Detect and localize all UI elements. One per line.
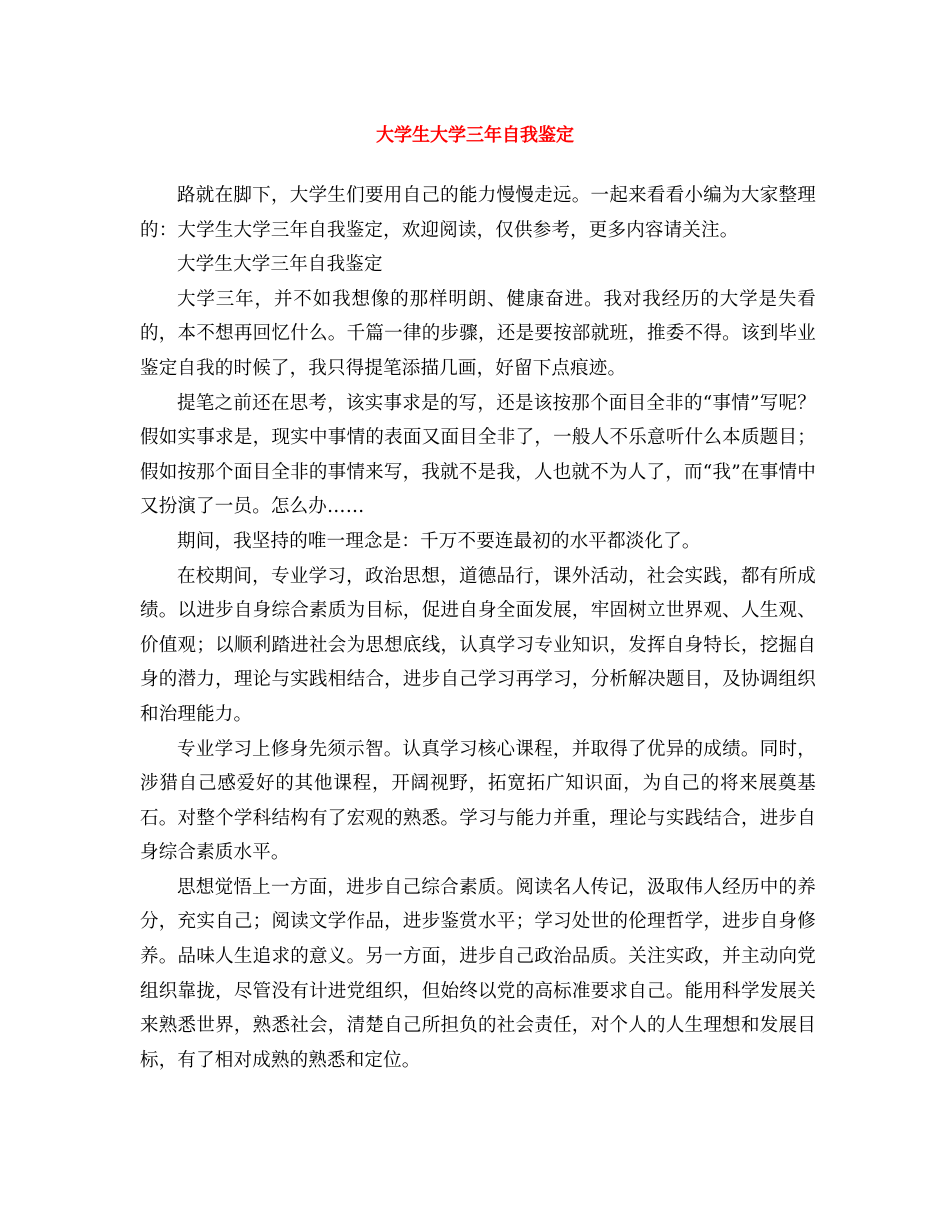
paragraph-professional-study: 专业学习上修身先须示智。认真学习核心课程，并取得了优异的成绩。同时，涉猎自己感爱好的其他课程，开阔视野，拓宽拓广知识面，为自己的将来展奠基石。对整个学科结构有了宏观的熟悉。学习与能力并重，理论与实践结合，进步自身综合素质水平。 [140,738,816,864]
document-body [140,179,816,1078]
paragraph-three-years: 大学三年，并不如我想像的那样明朗、健康奋进。我对我经历的大学是失看的，本不想再回忆什么。千篇一律的步骤，还是要按部就班，推委不得。该到毕业鉴定自我的时候了，我只得提笔添描几画，好留下点痕迹。 [140,288,816,379]
document-title: 大学生大学三年自我鉴定 [376,125,574,146]
paragraph-subtitle: 大学生大学三年自我鉴定 [177,254,383,276]
paragraph-ideology: 思想觉悟上一方面，进步自己综合素质。阅读名人传记，汲取伟人经历中的养分，充实自己；阅读文学作品，进步鉴赏水平；学习处世的伦理哲学，进步自身修养。品味人生追求的意义。另一方面，进步自己政治品质。关注实政，并主动向党组织靠拢，尽管没有计进党组织，但始终以党的高标准要求自己。能用科学发展关来熟悉世界，熟悉社会，清楚自己所担负的社会责任，对个人的人生理想和发展目标，有了相对成熟的熟悉和定位。 [140,876,816,1071]
paragraph-thinking: 提笔之前还在思考，该实事求是的写，还是该按那个面目全非的“事情”写呢？假如实事求是，现实中事情的表面又面目全非了，一般人不乐意听什么本质题目；假如按那个面目全非的事情来写，我就不是我，人也就不为人了，而“我”在事情中又扮演了一员。怎么办…… [140,392,816,518]
paragraph-school-period: 在校期间，专业学习，政治思想，道德品行，课外活动，社会实践，都有所成绩。以进步自身综合素质为目标，促进自身全面发展，牢固树立世界观、人生观、价值观；以顺利踏进社会为思想底线，认真学习专业知识，发挥自身特长，挖掘自身的潜力，理论与实践相结合，进步自己学习再学习，分析解决题目，及协调组织和治理能力。 [140,565,816,725]
paragraph-principle: 期间，我坚持的唯一理念是：千万不要连最初的水平都淡化了。 [177,530,701,552]
paragraph-intro: 路就在脚下，大学生们要用自己的能力慢慢走远。一起来看看小编为大家整理的：大学生大学三年自我鉴定，欢迎阅读，仅供参考，更多内容请关注。 [140,185,816,241]
